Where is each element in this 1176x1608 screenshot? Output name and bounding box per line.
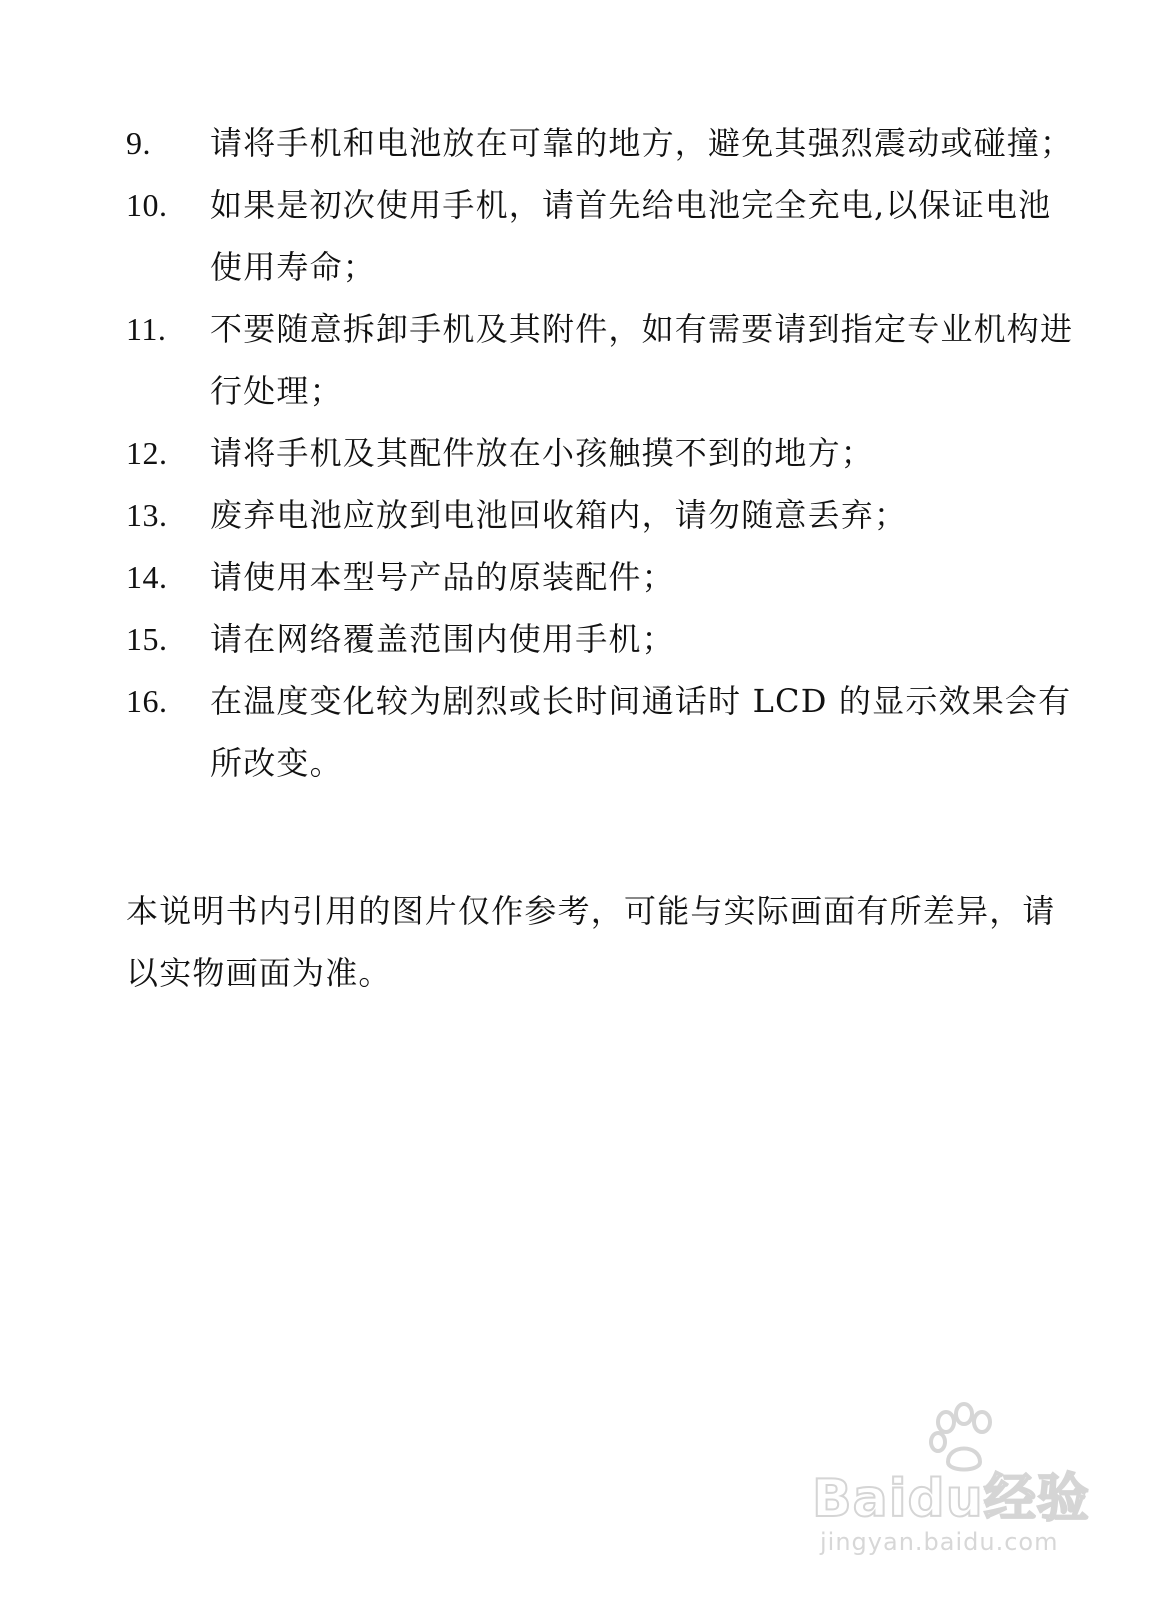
disclaimer-note: 本说明书内引用的图片仅作参考，可能与实际画面有所差异，请以实物画面为准。: [126, 892, 1056, 992]
item-number: 9.: [126, 125, 151, 161]
item-text: 如果是初次使用手机，请首先给电池完全充电,以保证电池使用寿命；: [210, 186, 1052, 286]
item-number: 12.: [126, 435, 168, 471]
item-number: 14.: [126, 559, 168, 595]
item-number: 15.: [126, 621, 168, 657]
list-item: [126, 174, 1076, 298]
item-number: 11.: [126, 311, 167, 347]
item-number: 10.: [126, 187, 168, 223]
list-item: [126, 546, 1076, 608]
list-item: [126, 608, 1076, 670]
precaution-list: [126, 112, 1076, 794]
item-text: 请将手机和电池放在可靠的地方，避免其强烈震动或碰撞；: [210, 124, 1074, 162]
item-text: 不要随意拆卸手机及其附件，如有需要请到指定专业机构进行处理；: [210, 310, 1074, 410]
list-item: [126, 670, 1076, 794]
list-item: [126, 112, 1076, 174]
item-number: 16.: [126, 683, 168, 719]
item-text: 请在网络覆盖范围内使用手机；: [210, 620, 675, 658]
item-text: 请使用本型号产品的原装配件；: [210, 558, 675, 596]
baidu-watermark: [812, 1398, 1112, 1578]
list-item: [126, 298, 1076, 422]
item-text: 废弃电池应放到电池回收箱内，请勿随意丢弃；: [210, 496, 908, 534]
item-number: 13.: [126, 497, 168, 533]
list-item: [126, 422, 1076, 484]
watermark-url: jingyan.baidu.com: [820, 1528, 1059, 1556]
list-item: [126, 484, 1076, 546]
watermark-brand: Baidu经验: [812, 1469, 1090, 1529]
item-text: 在温度变化较为剧烈或长时间通话时 LCD 的显示效果会有所改变。: [210, 682, 1072, 782]
item-text: 请将手机及其配件放在小孩触摸不到的地方；: [210, 434, 875, 472]
